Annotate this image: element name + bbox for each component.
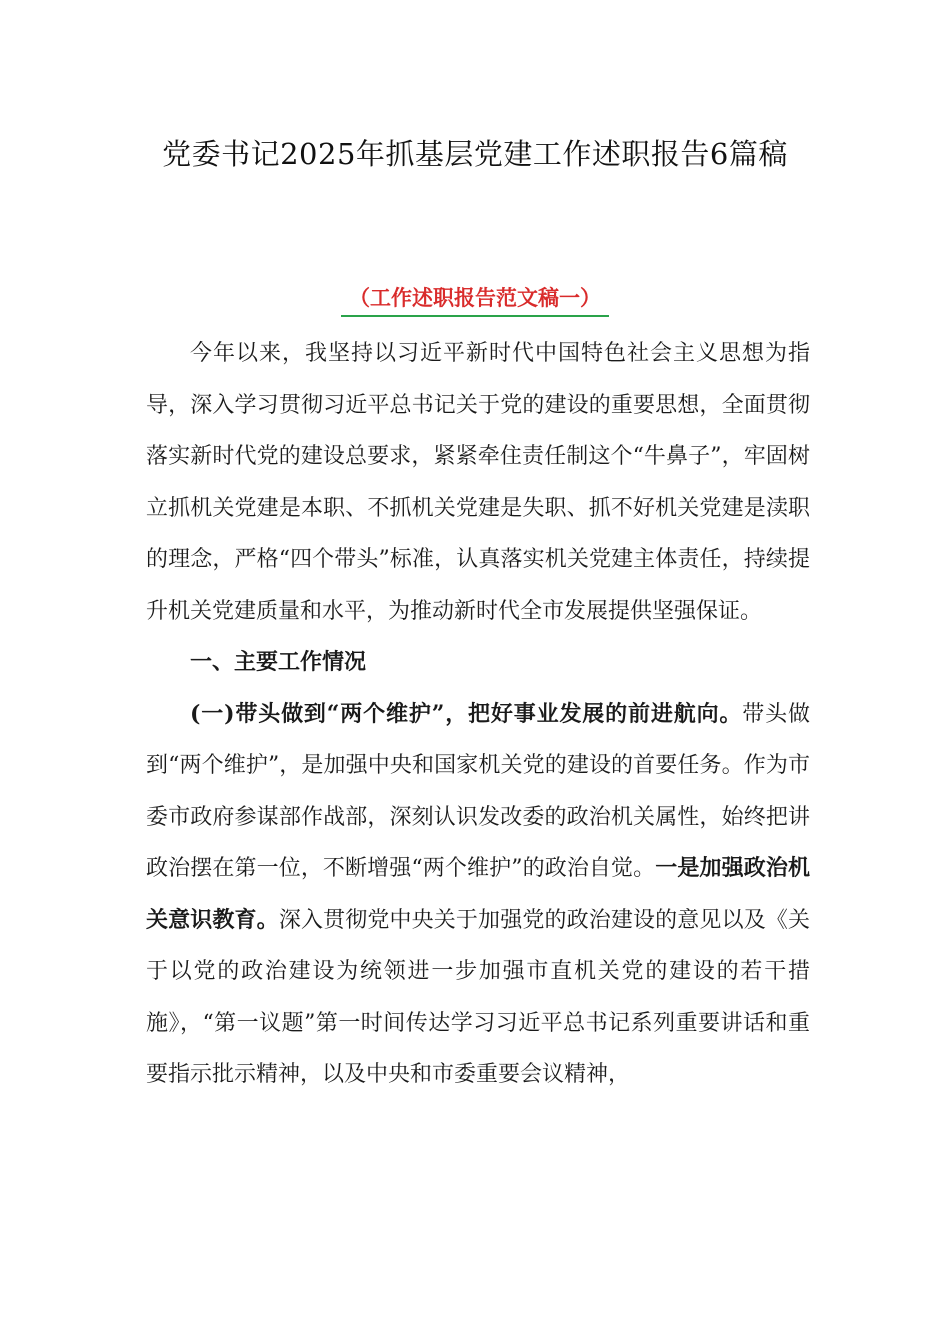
- subsection-text: 带头做到“两个维护”，是加强中央和国家机关党的建设的首要任务。作为市委市政府参谋部作战部，深刻认识发改委的政治机关属性，始终把讲政治摆在第一位，不断增强“两个维护”的政治自觉。: [146, 701, 810, 881]
- intro-paragraph: 今年以来，我坚持以习近平新时代中国特色社会主义思想为指导，深入学习贯彻习近平总书记关于党的建设的重要思想，全面贯彻落实新时代党的建设总要求，紧紧牵住责任制这个“牛鼻子”，牢固树立抓机关党建是本职、不抓机关党建是失职、抓不好机关党建是渎职的理念，严格“四个带头”标准，认真落实机关党建主体责任，持续提升机关党建质量和水平，为推动新时代全市发展提供坚强保证。: [146, 341, 810, 624]
- point-lead: 一是加强政治机关意识教育。: [146, 855, 810, 933]
- document-title: 党委书记2025年抓基层党建工作述职报告6篇稿: [162, 137, 788, 171]
- document-body: [146, 328, 810, 1101]
- subtitle-wrapper: [0, 283, 950, 317]
- document-subtitle: （工作述职报告范文稿一）: [341, 283, 609, 317]
- subsection-lead: (一)带头做到“两个维护”，把好事业发展的前进航向。: [190, 700, 743, 727]
- section-heading: 一、主要工作情况: [190, 649, 367, 675]
- point-text: 深入贯彻党中央关于加强党的政治建设的意见以及《关于以党的政治建设为统领进一步加强市直机关党的建设的若干措施》，“第一议题”第一时间传达学习习近平总书记系列重要讲话和重要指示批示精神，以及中央和市委重要会议精神，: [146, 907, 810, 1087]
- section-paragraph: [146, 689, 810, 1101]
